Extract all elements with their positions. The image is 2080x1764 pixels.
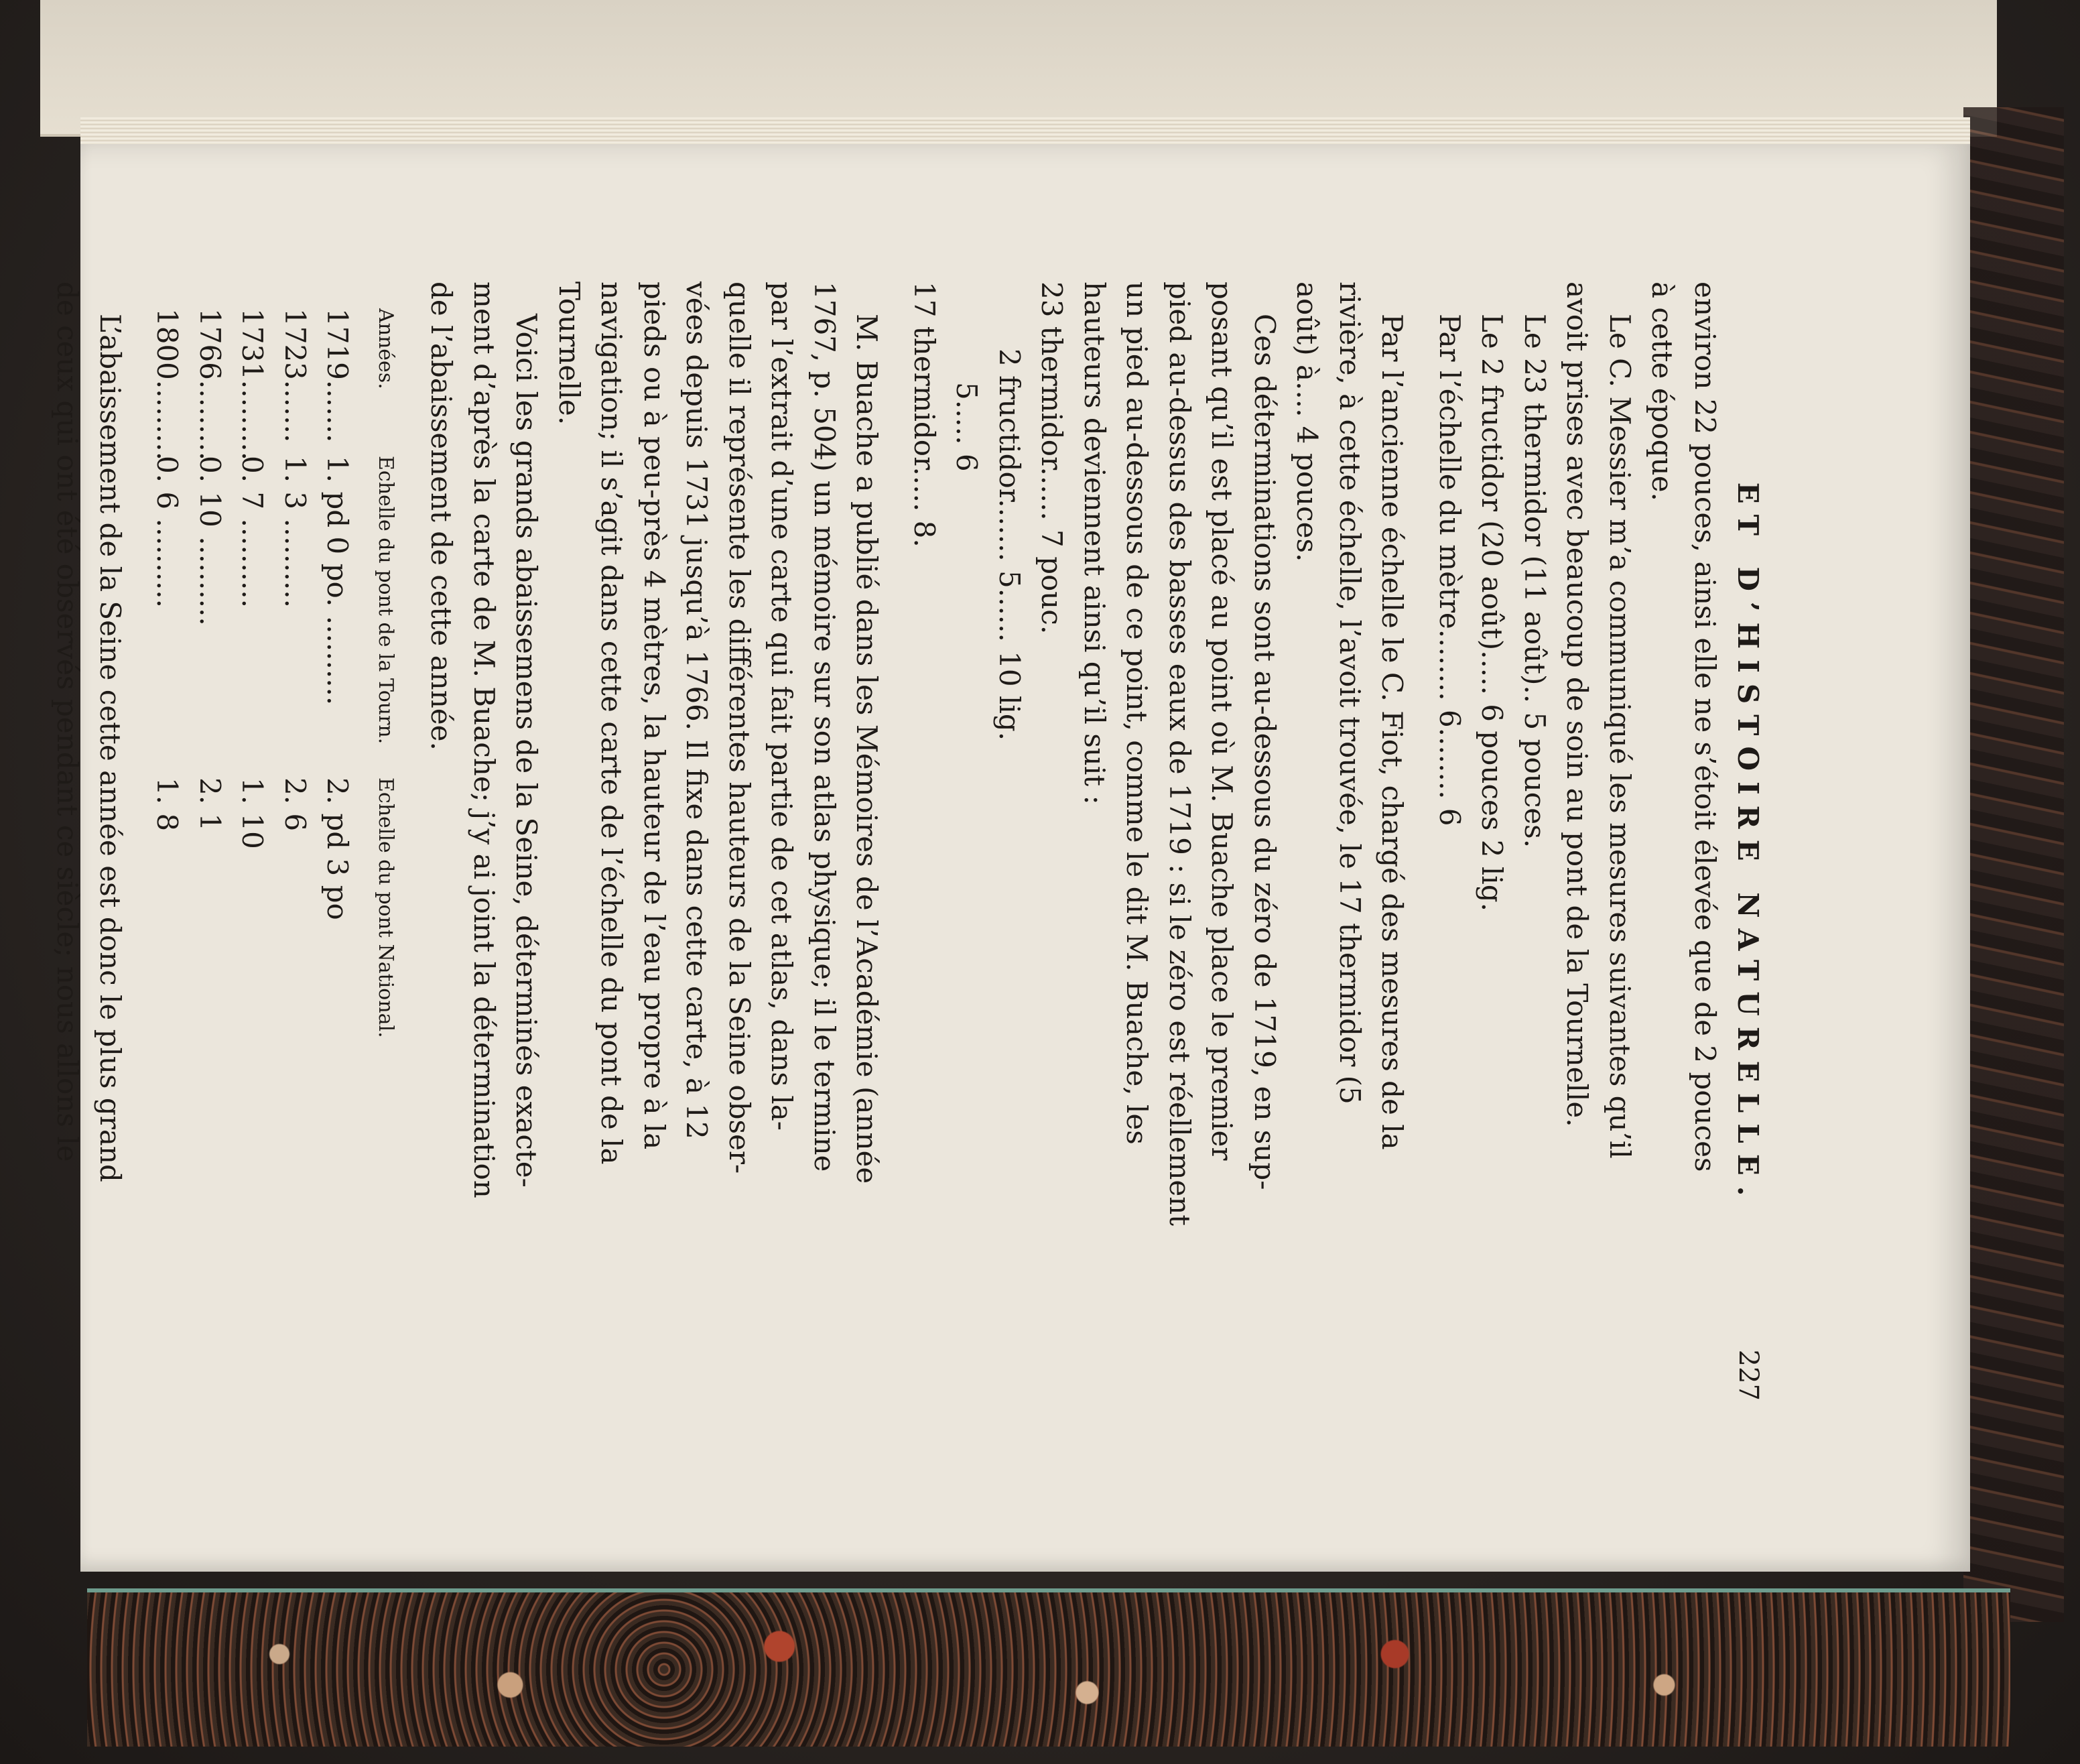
text-line: Ces déterminations sont au-dessous du zéro de 1719, en sup- xyxy=(1248,314,1281,1190)
text-line: un pied au-dessous de ce point, comme le dit M. Buache, les xyxy=(1120,281,1154,1145)
text-line: environ 22 pouces, ainsi elle ne s’étoit élevée que de 2 pouces xyxy=(1689,281,1721,1172)
text-line: posant qu’il est placé au point où M. Buache place le premier xyxy=(1206,281,1239,1161)
table-row: 1723....... 1. 3 .......... 2. 6 xyxy=(279,308,312,832)
text-line: Le 2 fructidor (20 août)..... 6 pouces 2 lig. xyxy=(1476,314,1509,911)
text-line: pieds ou à peu-près 4 mètres, la hauteur de l’eau propre à la xyxy=(638,281,671,1150)
facing-page-top xyxy=(40,0,1997,137)
text-line: Par l’échelle du mètre........ 6........ 6 xyxy=(1433,314,1466,826)
text-line: vées depuis 1731 jusqu’à 1766. Il fixe dans cette carte, à 12 xyxy=(680,281,714,1139)
text-line: 5..... 6 xyxy=(950,382,984,472)
running-head: ET D’HISTOIRE NATURELLE. xyxy=(1732,482,1764,1207)
table-row: 1731......... 0. 7 .......... 1. 10 xyxy=(236,308,269,849)
text-line: pied au-dessus des basses eaux de 1719 : si le zéro est réellement xyxy=(1163,281,1196,1226)
text-line: hauteurs deviennent ainsi qu’il suit : xyxy=(1078,281,1111,805)
text-line: 1767, p. 504) un mémoire sur son atlas physique; il le termine xyxy=(808,281,841,1172)
text-line: 23 thermidor...... 7 pouc. xyxy=(1035,281,1069,635)
text-line: de ceux qui ont été observés pendant ce siècle; nous allons le xyxy=(51,281,84,1162)
text-line: Le 23 thermidor (11 août).. 5 pouces. xyxy=(1518,314,1551,848)
text-line: M. Buache a publié dans les Mémoires de l’Académie (année xyxy=(850,314,884,1184)
page-number: 227 xyxy=(1733,1349,1764,1401)
page-text-block xyxy=(51,281,1769,1407)
text-line: Tournelle. xyxy=(553,281,586,426)
table-header xyxy=(365,281,407,1407)
text-line: Par l’ancienne échelle le C. Fiot, chargé des mesures de la xyxy=(1376,314,1409,1150)
text-line: par l’extrait d’une carte qui fait partie de cet atlas, dans la- xyxy=(765,281,799,1131)
page-edges xyxy=(80,117,1970,147)
text-line: ment d’après la carte de M. Buache; j’y ai joint la détermination xyxy=(468,281,501,1198)
text-line: Voici les grands abaissemens de la Seine, déterminés exacte- xyxy=(510,314,543,1188)
table-row: 1766......... 0. 10 .......... 2. 1 xyxy=(194,308,226,832)
marbled-edge-right xyxy=(1963,107,2064,1622)
text-line: quelle il représente les différentes hauteurs de la Seine obser- xyxy=(723,281,756,1174)
text-line: L’abaissement de la Seine cette année est donc le plus grand xyxy=(94,314,127,1182)
page-header xyxy=(1726,281,1769,1407)
table-header-years: Années. xyxy=(374,308,397,389)
table-row: 1800......... 0. 6 .......... 1. 8 xyxy=(151,308,184,832)
text-line: rivière, à cette échelle, l’avoit trouvée, le 17 thermidor (5 xyxy=(1334,281,1366,1105)
text-line: à cette époque. xyxy=(1646,281,1679,501)
marbled-cover-bottom xyxy=(87,1588,2010,1747)
text-line: 2 fructidor....... 5...... 10 lig. xyxy=(993,349,1026,741)
text-line: avoit prises avec beaucoup de soin au pont de la Tournelle. xyxy=(1561,281,1594,1127)
text-line: août) à.... 4 pouces. xyxy=(1291,281,1324,562)
table-header-national: Echelle du pont National. xyxy=(374,777,397,1038)
text-line: Le C. Messier m’a communiqué les mesures suivantes qu’il xyxy=(1604,314,1636,1159)
table-row: 1719....... 1. pd 0 po. .......... 2. pd 3 po xyxy=(321,308,354,920)
table-header-tournelle: Echelle du pont de la Tourn. xyxy=(374,456,397,745)
text-line: navigation; il s’agit dans cette carte de l’échelle du pont de la xyxy=(595,281,629,1165)
text-line: 17 thermidor..... 8. xyxy=(908,281,941,548)
text-line: de l’abaissement de cette année. xyxy=(425,281,458,751)
